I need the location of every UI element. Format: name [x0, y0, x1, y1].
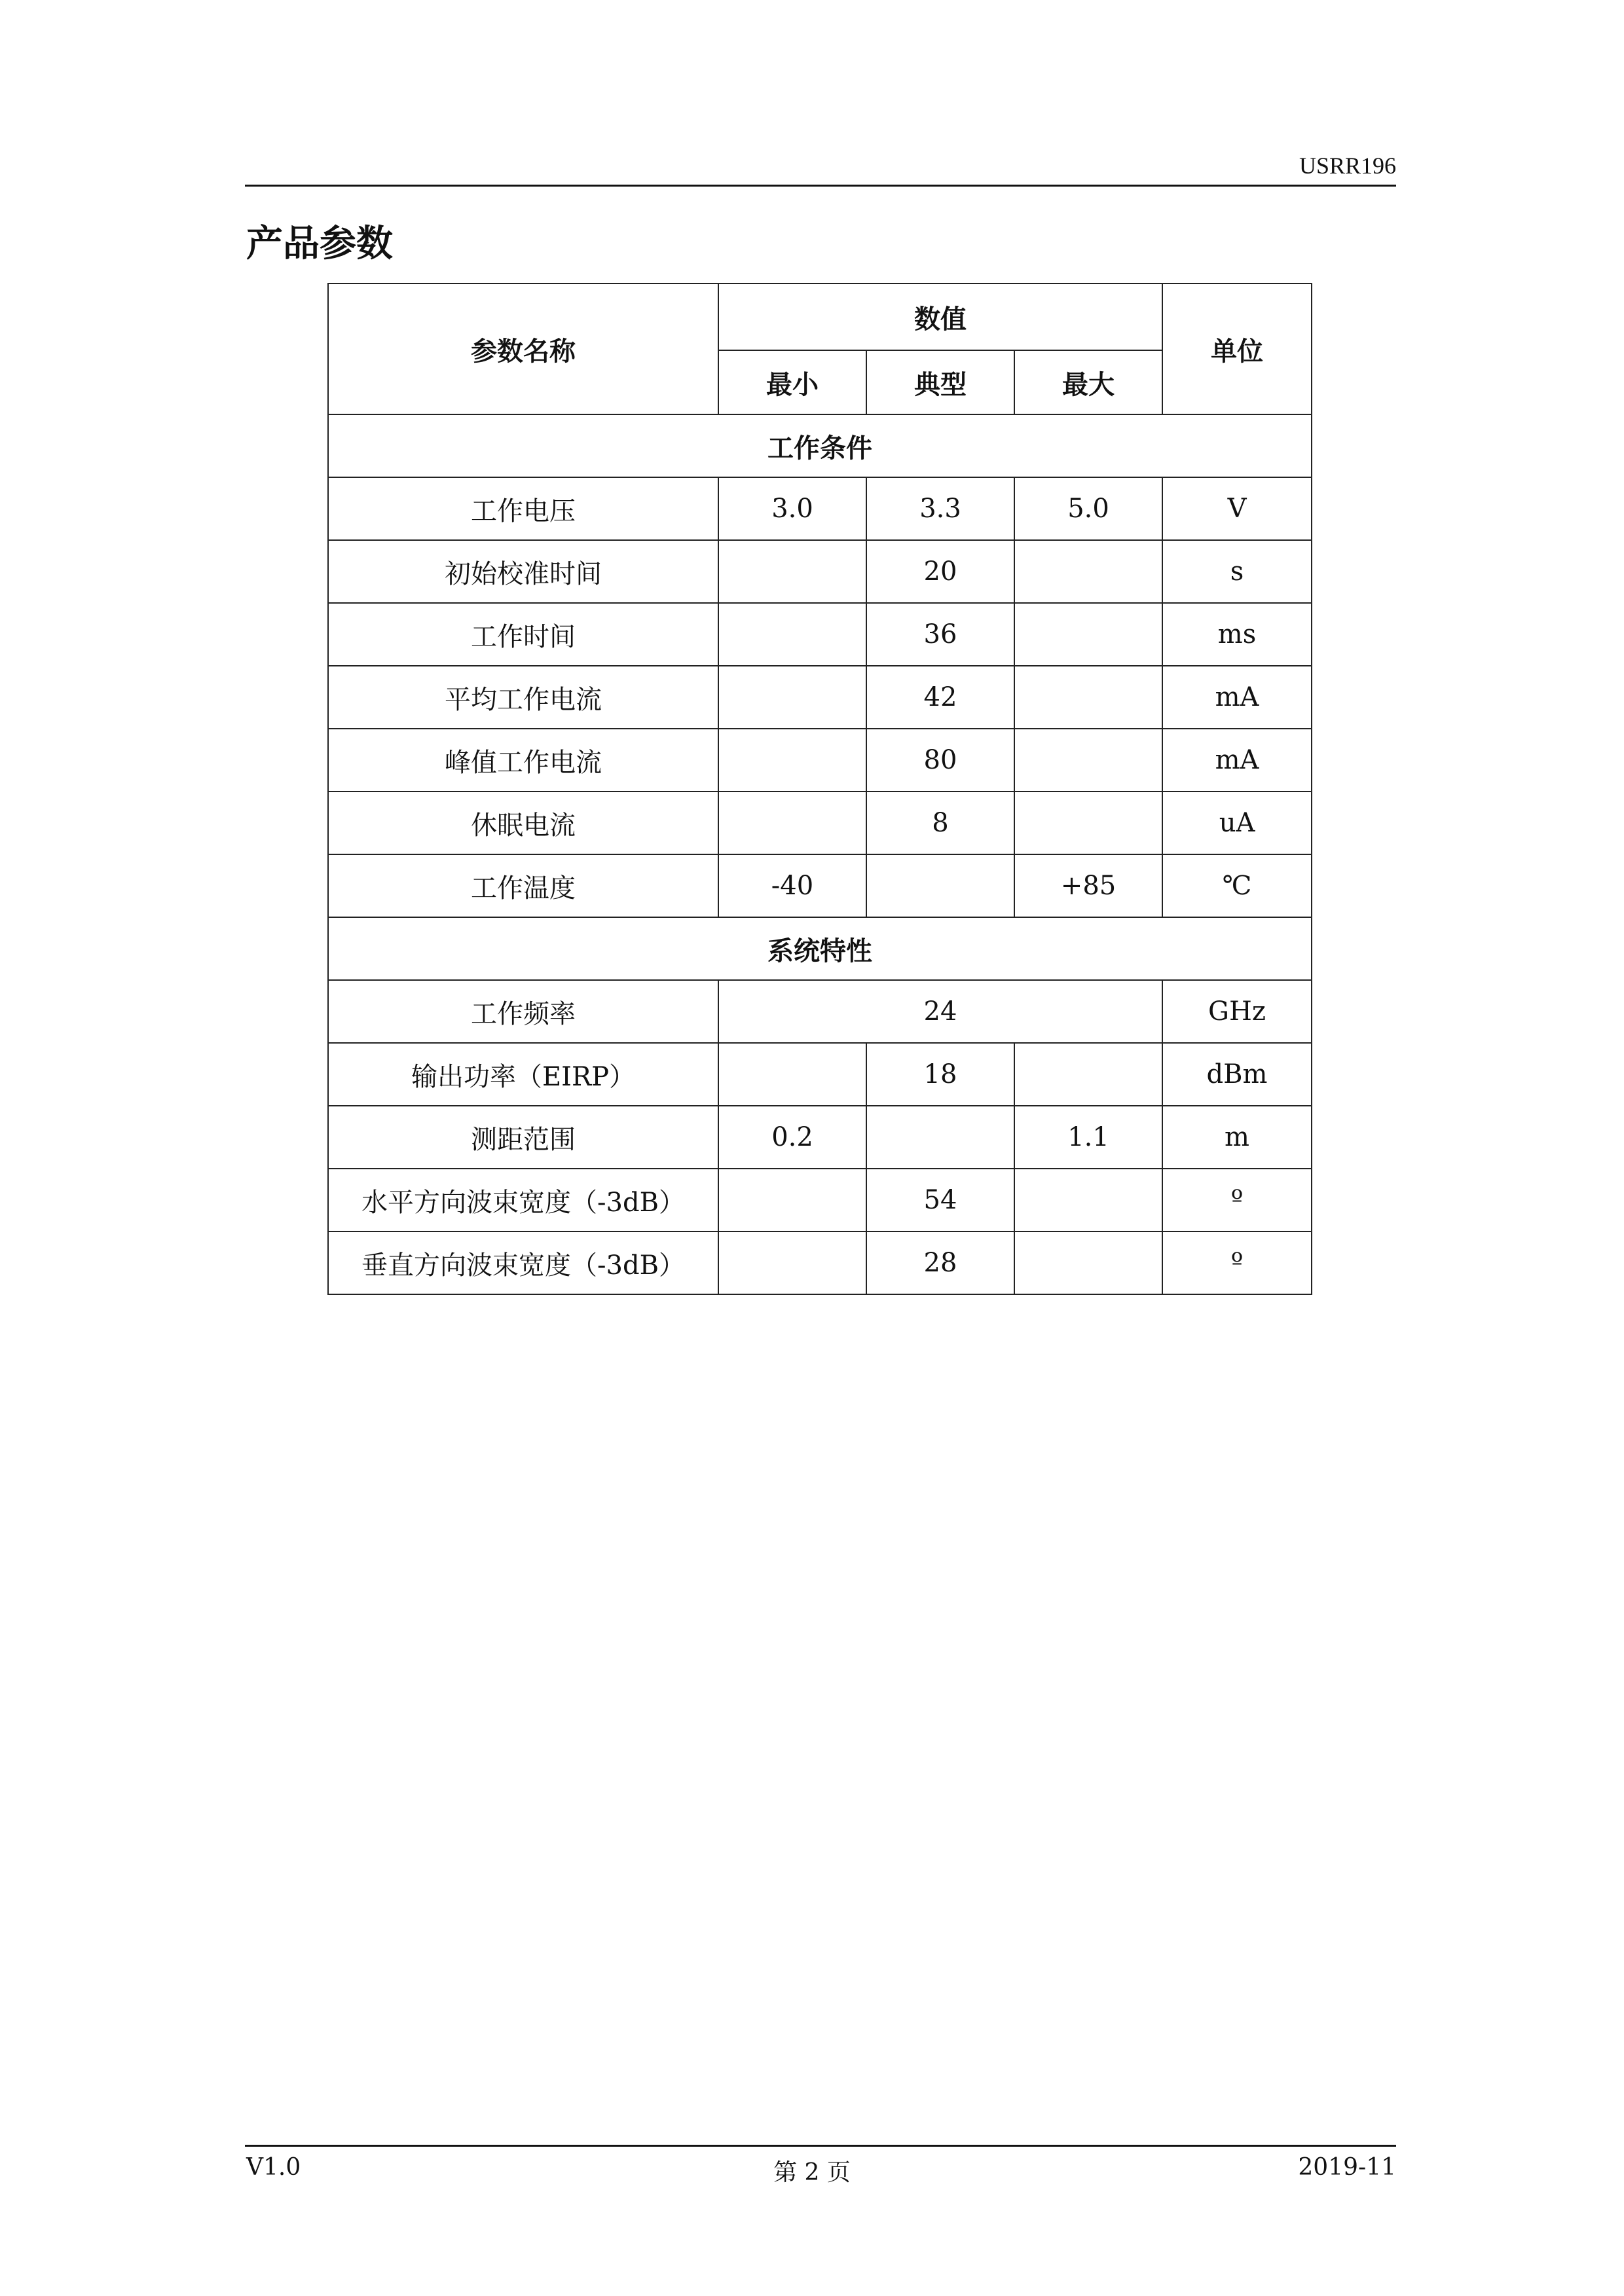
header-param-name: 参数名称: [328, 283, 718, 414]
footer-version: V1.0: [246, 2154, 301, 2181]
value-min: 3.0: [718, 477, 866, 540]
value-typ: [866, 854, 1014, 917]
value-unit: mA: [1162, 729, 1312, 792]
table-row: [328, 729, 1312, 792]
value-min: 0.2: [718, 1106, 866, 1169]
value-min: -40: [718, 854, 866, 917]
table-header-row: [328, 283, 1312, 350]
value-min: [718, 1043, 866, 1106]
param-name: 测距范围: [328, 1106, 718, 1169]
value-max: [1014, 792, 1162, 854]
footer-rule: [245, 2145, 1396, 2147]
value-typ: 8: [866, 792, 1014, 854]
value-typ: 18: [866, 1043, 1014, 1106]
value-min: [718, 1169, 866, 1231]
header-typ: 典型: [866, 350, 1014, 414]
value-max: [1014, 603, 1162, 666]
value-max: [1014, 1043, 1162, 1106]
table-row: [328, 1106, 1312, 1169]
section-title: 工作条件: [328, 414, 1312, 477]
value-min: [718, 603, 866, 666]
table-row: [328, 540, 1312, 603]
param-name: 初始校准时间: [328, 540, 718, 603]
param-name: 休眠电流: [328, 792, 718, 854]
value-unit: mA: [1162, 666, 1312, 729]
param-name: 平均工作电流: [328, 666, 718, 729]
param-name: 垂直方向波束宽度（-3dB）: [328, 1231, 718, 1294]
header-max: 最大: [1014, 350, 1162, 414]
header-rule: [245, 185, 1396, 187]
footer-page-number: 第 2 页: [773, 2159, 851, 2186]
value-min: [718, 792, 866, 854]
table-row: [328, 1043, 1312, 1106]
value-typ: 80: [866, 729, 1014, 792]
param-name: 工作频率: [328, 980, 718, 1043]
section-row-operating-conditions: [328, 414, 1312, 477]
value-max: 5.0: [1014, 477, 1162, 540]
value-unit: V: [1162, 477, 1312, 540]
value-merged: 24: [718, 980, 1162, 1043]
value-typ: 54: [866, 1169, 1014, 1231]
product-parameters-table: [327, 283, 1312, 1295]
value-typ: 20: [866, 540, 1014, 603]
table-row: [328, 980, 1312, 1043]
value-unit: m: [1162, 1106, 1312, 1169]
value-unit: º: [1162, 1231, 1312, 1294]
value-min: [718, 729, 866, 792]
header-min: 最小: [718, 350, 866, 414]
param-name: 输出功率（EIRP）: [328, 1043, 718, 1106]
value-max: +85: [1014, 854, 1162, 917]
value-max: [1014, 1169, 1162, 1231]
value-min: [718, 540, 866, 603]
value-typ: 36: [866, 603, 1014, 666]
table-row: [328, 603, 1312, 666]
document-model-header: USRR196: [1299, 153, 1396, 179]
param-name: 水平方向波束宽度（-3dB）: [328, 1169, 718, 1231]
header-value-group: 数值: [718, 283, 1162, 350]
table-row: [328, 1231, 1312, 1294]
footer-date: 2019-11: [1298, 2154, 1396, 2181]
value-unit: ℃: [1162, 854, 1312, 917]
table-row: [328, 1169, 1312, 1231]
value-typ: [866, 1106, 1014, 1169]
value-unit: uA: [1162, 792, 1312, 854]
page-title: 产品参数: [246, 223, 393, 265]
value-max: [1014, 540, 1162, 603]
param-name: 工作温度: [328, 854, 718, 917]
header-unit: 单位: [1162, 283, 1312, 414]
section-title: 系统特性: [328, 917, 1312, 980]
table-row: [328, 477, 1312, 540]
value-typ: 3.3: [866, 477, 1014, 540]
param-name: 峰值工作电流: [328, 729, 718, 792]
value-unit: s: [1162, 540, 1312, 603]
value-min: [718, 666, 866, 729]
section-row-system-characteristics: [328, 917, 1312, 980]
value-unit: GHz: [1162, 980, 1312, 1043]
value-min: [718, 1231, 866, 1294]
value-max: [1014, 1231, 1162, 1294]
value-typ: 28: [866, 1231, 1014, 1294]
value-unit: dBm: [1162, 1043, 1312, 1106]
value-unit: ms: [1162, 603, 1312, 666]
table-row: [328, 792, 1312, 854]
table-row: [328, 666, 1312, 729]
value-max: [1014, 666, 1162, 729]
table-row: [328, 854, 1312, 917]
value-max: [1014, 729, 1162, 792]
value-typ: 42: [866, 666, 1014, 729]
param-name: 工作时间: [328, 603, 718, 666]
param-name: 工作电压: [328, 477, 718, 540]
value-max: 1.1: [1014, 1106, 1162, 1169]
value-unit: º: [1162, 1169, 1312, 1231]
